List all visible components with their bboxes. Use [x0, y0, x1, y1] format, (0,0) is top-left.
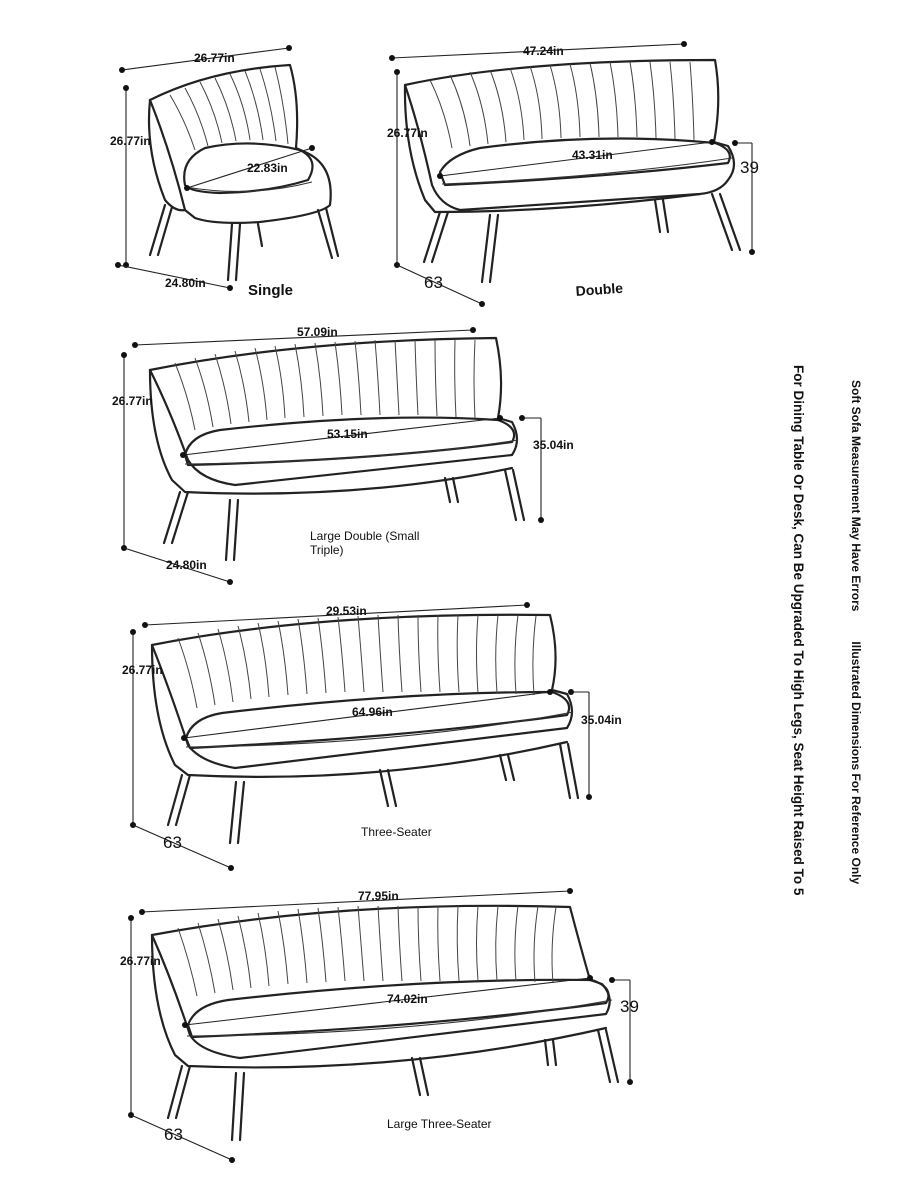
depth-label: 24.80in: [166, 558, 207, 572]
width-label: 77.95in: [358, 889, 399, 903]
sofa-caption: Single: [248, 282, 294, 299]
sofa-caption: Double: [575, 279, 624, 299]
seat-label: 22.83in: [247, 161, 288, 175]
height-label: 26.77in: [110, 134, 151, 148]
side-depth-label: 35.04in: [581, 713, 622, 727]
width-label: 57.09in: [297, 325, 338, 339]
width-label: 26.77in: [194, 51, 235, 65]
height-label: 26.77in: [387, 126, 428, 140]
width-label: 29.53in: [326, 604, 367, 618]
dimension-lines-double: [389, 41, 755, 307]
sofa-large-double-drawing: [150, 338, 524, 560]
width-label: 47.24in: [523, 44, 564, 58]
side-depth-label: 39: [620, 997, 639, 1016]
depth-label: 63: [164, 1125, 183, 1144]
depth-label: 63: [424, 273, 443, 292]
sofa-single: [110, 45, 338, 299]
sofa-large-double: [112, 325, 574, 585]
measurement-note: Soft Sofa Measurement May Have Errors: [849, 380, 863, 612]
height-label: 26.77in: [112, 394, 153, 408]
height-label: 26.77in: [122, 663, 163, 677]
sofa-caption: Three-Seater: [361, 825, 432, 839]
sofa-large-three-seater-drawing: [152, 906, 618, 1140]
depth-label: 24.80in: [165, 276, 206, 290]
sofa-large-three-seater: [120, 888, 639, 1163]
side-depth-label: 39: [740, 158, 759, 177]
sofa-double-drawing: [405, 60, 740, 282]
height-label: 26.77in: [120, 954, 161, 968]
seat-label: 74.02in: [387, 992, 428, 1006]
sofa-three-seater: [122, 602, 622, 871]
seat-label: 53.15in: [327, 427, 368, 441]
side-depth-label: 35.04in: [533, 438, 574, 452]
sofa-three-seater-drawing: [152, 615, 578, 843]
sofa-double: [387, 41, 759, 307]
measurement-disclaimer: [849, 380, 863, 884]
sofa-caption: Large Double (Small Triple): [310, 529, 420, 557]
reference-note: Illustrated Dimensions For Reference Only: [849, 641, 863, 885]
depth-label: 63: [163, 833, 182, 852]
seat-label: 43.31in: [572, 148, 613, 162]
upgrade-note: For Dining Table Or Desk, Can Be Upgraded To High Legs, Seat Height Raised To 5: [791, 365, 806, 896]
sofa-single-drawing: [149, 65, 338, 280]
seat-label: 64.96in: [352, 705, 393, 719]
sofa-caption: Large Three-Seater: [387, 1117, 492, 1131]
